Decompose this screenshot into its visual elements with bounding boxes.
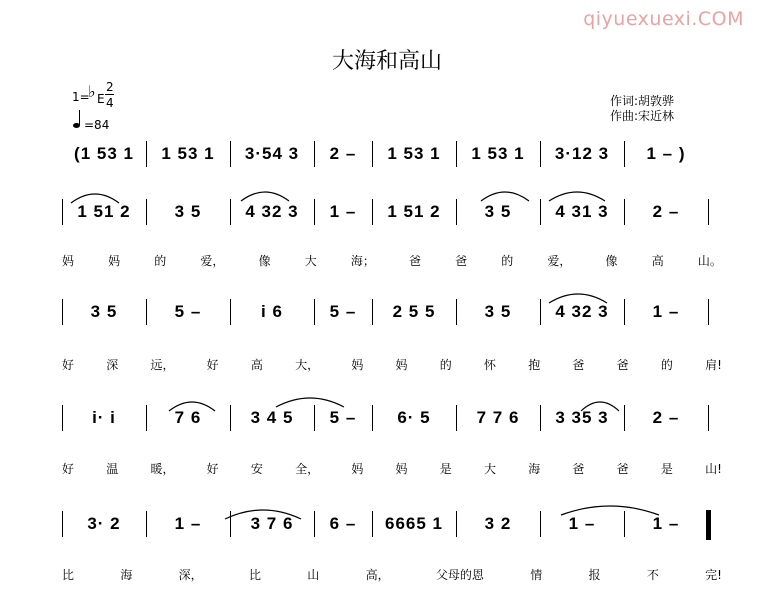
measure: 1 51 2 [387, 202, 441, 221]
lyric-syllable: 比 [248, 568, 261, 582]
lyric-syllable: 怀 [483, 358, 496, 372]
measure: 6· 5 [397, 408, 431, 427]
time-signature-bottom: 4 [106, 96, 114, 110]
measure: 1 – ) [646, 144, 686, 163]
lyric-syllable: 山! [705, 462, 722, 476]
lyric-syllable: 海 [120, 568, 133, 582]
lyric-syllable: 深 [106, 358, 119, 372]
barline [314, 299, 315, 325]
barline [540, 511, 541, 537]
barline [372, 299, 373, 325]
barline [230, 199, 231, 225]
lyric-syllable: 爸 [616, 462, 629, 476]
lyric-syllable: 比 [62, 568, 75, 582]
barline [456, 199, 457, 225]
key-prefix: 1= [72, 90, 90, 104]
watermark-text: qiyuexuexi.COM [583, 8, 744, 30]
lyric-syllable: 妈 [108, 254, 121, 268]
lyric-syllable: 是 [660, 462, 673, 476]
measure: 1 51 2 [77, 202, 131, 221]
measure: 1 – [652, 514, 680, 533]
lyric-syllable: 肩! [705, 358, 722, 372]
measure: 3 5 [484, 302, 512, 321]
lyric-syllable: 大 [483, 462, 496, 476]
composer-credit: 作曲:宋近林 [610, 109, 675, 123]
lyric-syllable: 海 [528, 462, 541, 476]
barline [62, 405, 63, 431]
lyric-line [62, 460, 722, 477]
lyric-syllable: 高， [365, 568, 390, 582]
measure: 3 7 6 [250, 514, 294, 533]
barline [456, 405, 457, 431]
measure: 3·12 3 [554, 144, 610, 163]
measure: 5 – [174, 302, 202, 321]
lyric-syllable: 妈 [351, 462, 364, 476]
slur-mark [224, 506, 302, 520]
barline [314, 199, 315, 225]
barline [146, 405, 147, 431]
lyric-syllable: 好 [206, 462, 219, 476]
slur-mark [548, 188, 606, 202]
measure: 3· 2 [87, 514, 121, 533]
measure: 6 – [329, 514, 357, 533]
measure: 7 7 6 [476, 408, 520, 427]
lyric-syllable: 报 [588, 568, 601, 582]
barline [314, 405, 315, 431]
lyric-syllable: 好 [62, 358, 75, 372]
lyric-syllable: 爱， [547, 254, 572, 268]
barline [230, 141, 231, 167]
measure: 3·54 3 [244, 144, 300, 163]
barline [624, 199, 625, 225]
final-double-barline [706, 510, 711, 540]
flat-sign: ♭ [88, 82, 96, 101]
lyric-syllable: 安 [250, 462, 263, 476]
slur-mark [548, 290, 608, 304]
lyric-syllable: 妈 [351, 358, 364, 372]
slur-mark [275, 394, 345, 408]
barline [456, 299, 457, 325]
barline [146, 199, 147, 225]
barline [540, 405, 541, 431]
lyric-syllable: 的 [501, 254, 514, 268]
measure: i 6 [261, 302, 283, 321]
lyric-syllable: 好 [206, 358, 219, 372]
song-title: 大海和高山 [331, 49, 442, 74]
measure: 1 53 1 [387, 144, 441, 163]
lyric-syllable: 海； [350, 254, 375, 268]
tempo-value: =84 [84, 118, 110, 132]
lyric-syllable: 是 [439, 462, 452, 476]
lyric-syllable: 的 [439, 358, 452, 372]
lyric-syllable: 山 [307, 568, 320, 582]
lyric-line [62, 566, 722, 583]
measure: 3 5 [90, 302, 118, 321]
lyric-syllable: 温 [106, 462, 119, 476]
lyric-syllable: 爸 [572, 358, 585, 372]
lyric-syllable: 深， [178, 568, 203, 582]
measure: 7 6 [174, 408, 202, 427]
lyric-line [62, 356, 722, 373]
measure: 2 5 5 [392, 302, 436, 321]
measure: 4 32 3 [245, 202, 299, 221]
measure: 2 – [652, 408, 680, 427]
barline [314, 511, 315, 537]
lyric-syllable: 爱， [200, 254, 225, 268]
measure: 3 2 [484, 514, 512, 533]
lyric-syllable: 大， [295, 358, 320, 372]
lyric-syllable: 情 [530, 568, 543, 582]
measure: 1 – [174, 514, 202, 533]
lyric-syllable: 高 [250, 358, 263, 372]
lyric-syllable: 的 [154, 254, 167, 268]
lyric-syllable: 妈 [62, 254, 75, 268]
lyric-line [62, 252, 722, 269]
measure: i· i [92, 408, 116, 427]
barline [372, 141, 373, 167]
barline [708, 199, 709, 225]
slur-mark [480, 188, 530, 202]
lyric-syllable: 好 [62, 462, 75, 476]
lyric-syllable: 远， [150, 358, 175, 372]
measure: 4 31 3 [555, 202, 609, 221]
time-signature-divider [105, 94, 114, 95]
slur-mark [240, 188, 290, 202]
measure: 2 – [329, 144, 357, 163]
time-signature-top: 2 [106, 80, 114, 94]
quarter-note-stem [79, 110, 80, 125]
barline [540, 299, 541, 325]
measure: 3 4 5 [250, 408, 294, 427]
barline [624, 141, 625, 167]
lyric-syllable: 山。 [697, 254, 722, 268]
barline [708, 299, 709, 325]
lyric-syllable: 大 [304, 254, 317, 268]
lyric-syllable: 的 [660, 358, 673, 372]
slur-mark [560, 502, 660, 516]
slur-mark [580, 398, 620, 412]
lyric-syllable: 全， [295, 462, 320, 476]
lyric-syllable: 不 [646, 568, 659, 582]
lyric-syllable: 像 [605, 254, 618, 268]
barline [314, 141, 315, 167]
lyric-syllable: 父母的恩 [435, 568, 484, 582]
barline [624, 299, 625, 325]
lyric-syllable: 完! [705, 568, 722, 582]
lyric-syllable: 爸 [572, 462, 585, 476]
barline [540, 199, 541, 225]
measure: 1 53 1 [471, 144, 525, 163]
barline [146, 299, 147, 325]
barline [708, 405, 709, 431]
barline [624, 405, 625, 431]
lyric-syllable: 暖， [150, 462, 175, 476]
measure: 1 – [329, 202, 357, 221]
measure: 4 32 3 [555, 302, 609, 321]
slur-mark [70, 190, 120, 204]
barline [372, 199, 373, 225]
barline [230, 299, 231, 325]
measure: (1 53 1 [74, 144, 134, 163]
lyricist-credit: 作词:胡敦骅 [610, 94, 675, 108]
measure: 3 5 [174, 202, 202, 221]
lyric-syllable: 高 [651, 254, 664, 268]
lyric-syllable: 爸 [455, 254, 468, 268]
barline [372, 511, 373, 537]
barline [146, 141, 147, 167]
measure: 2 – [652, 202, 680, 221]
barline [372, 405, 373, 431]
lyric-syllable: 像 [258, 254, 271, 268]
lyric-syllable: 爸 [616, 358, 629, 372]
measure: 3 5 [484, 202, 512, 221]
barline [456, 511, 457, 537]
lyric-syllable: 爸 [408, 254, 421, 268]
barline [62, 199, 63, 225]
measure: 1 53 1 [161, 144, 215, 163]
lyric-syllable: 抱 [528, 358, 541, 372]
barline [62, 299, 63, 325]
measure: 5 – [329, 408, 357, 427]
barline [230, 405, 231, 431]
barline [62, 511, 63, 537]
key-letter: E [97, 92, 105, 106]
slur-mark [168, 398, 216, 412]
lyric-syllable: 妈 [395, 462, 408, 476]
barline [540, 141, 541, 167]
measure: 1 – [652, 302, 680, 321]
measure: 6665 1 [385, 514, 443, 533]
barline [146, 511, 147, 537]
barline [456, 141, 457, 167]
measure: 5 – [329, 302, 357, 321]
lyric-syllable: 妈 [395, 358, 408, 372]
measure: 1 – [568, 514, 596, 533]
measure: 3 35 3 [555, 408, 609, 427]
